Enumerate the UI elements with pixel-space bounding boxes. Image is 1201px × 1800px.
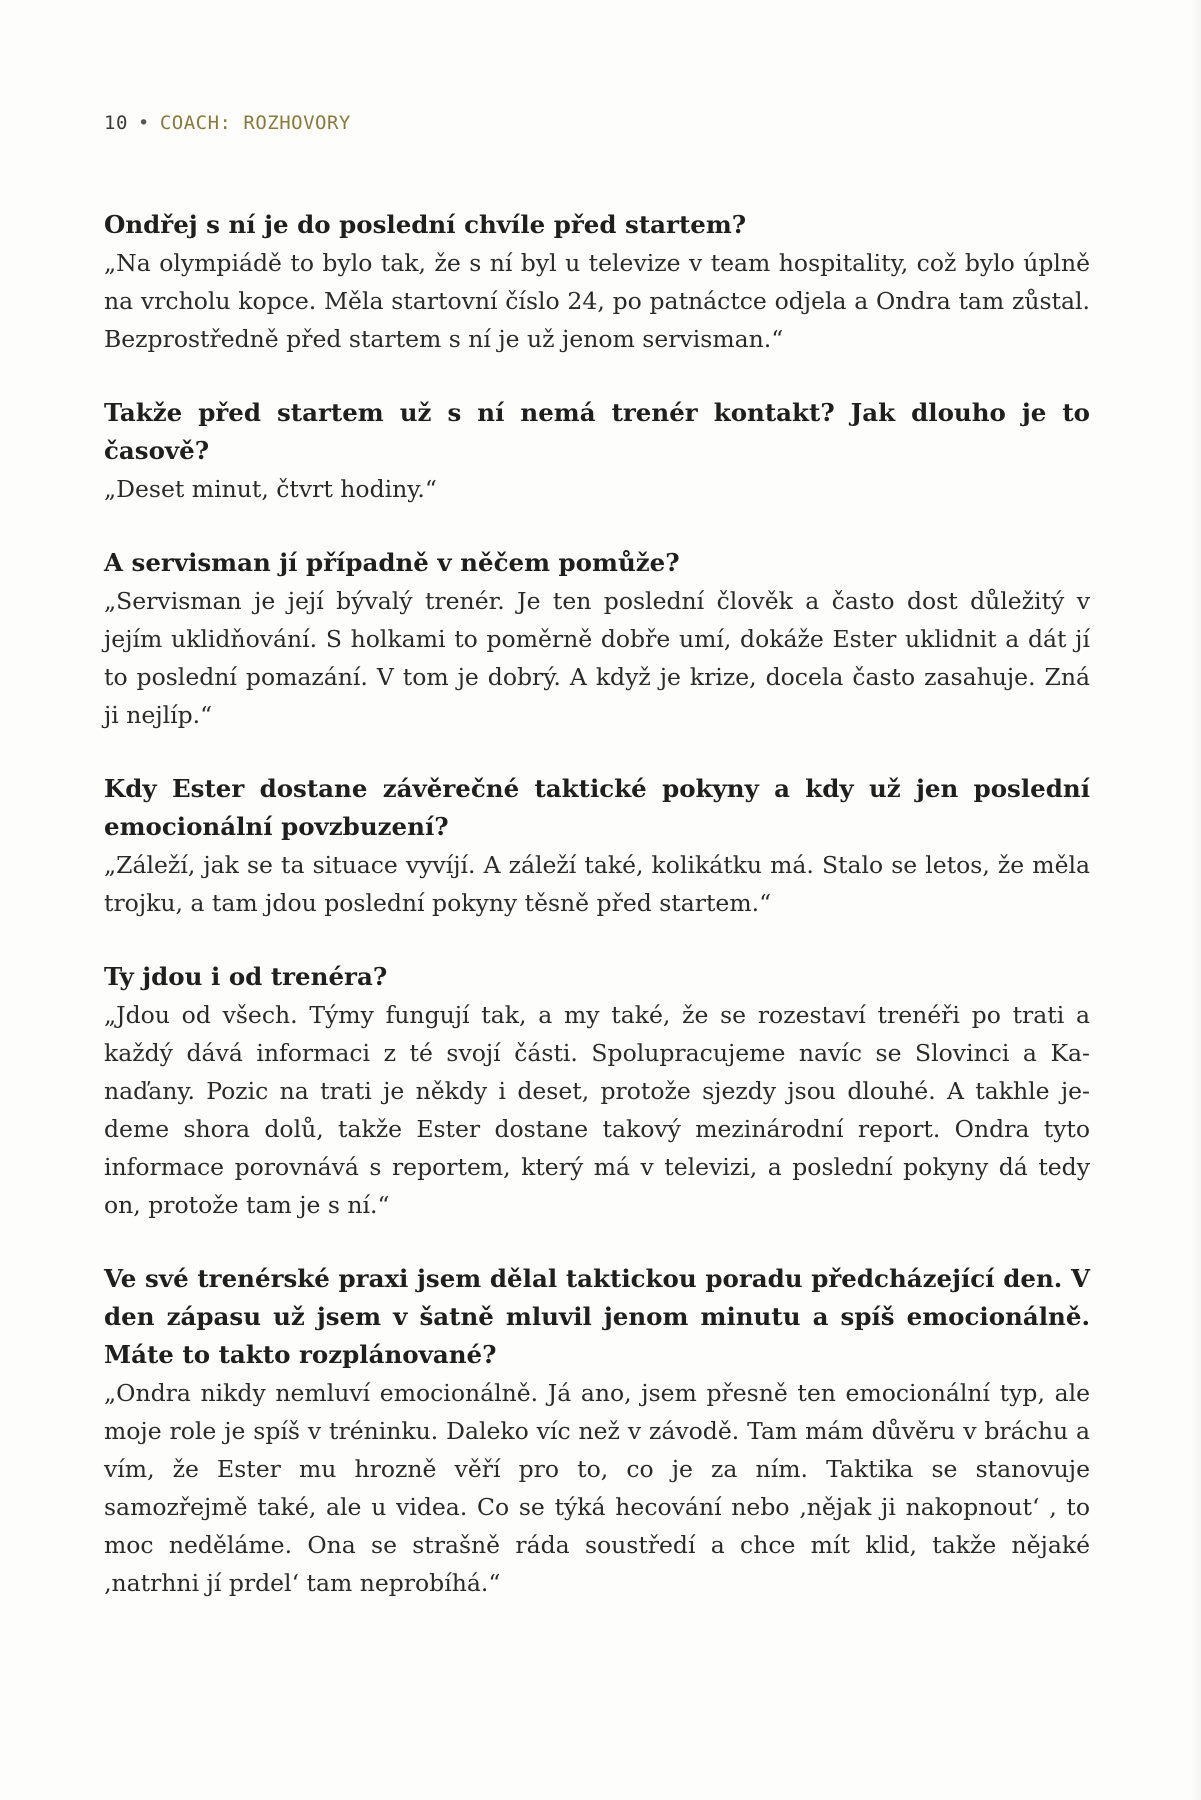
- qa-block-3: [104, 544, 1090, 734]
- running-header: [104, 112, 351, 134]
- question-3: A servisman jí případně v něčem pomůže?: [104, 548, 680, 577]
- answer-5: „Jdou od všech. Týmy fungují tak, a my také, že se rozestaví trenéři po trati a každý dává informaci z té svojí části. Spolupracujeme navíc se Slovinci a Kanaďany. Pozic na trati je někdy i deset, protože sjezdy jsou dlouhé. A takhle jedeme shora dolů, takže Ester dostane takový mezinárodní report. Ondra tyto informace porovnává s reportem, který má v televizi, a poslední pokyny dá tedy on, protože tam je s ní.“: [104, 1001, 1090, 1219]
- page-number: 10: [104, 112, 128, 134]
- section-title: COACH: ROZHOVORY: [159, 112, 351, 134]
- qa-block-5: [104, 958, 1090, 1224]
- interview-body: [104, 206, 1090, 1638]
- header-separator: •: [137, 112, 150, 134]
- question-2: Takže před startem už s ní nemá trenér kontakt? Jak dlouho je to časově?: [104, 398, 1090, 465]
- answer-1: „Na olympiádě to bylo tak, že s ní byl u televize v team hospitality, což bylo úplně na vrcholu kopce. Měla startovní číslo 24, po patnáctce odjela a Ondra tam zůstal. Bezprostředně před startem s ní je už jenom servisman.“: [104, 249, 1090, 353]
- question-6: Ve své trenérské praxi jsem dělal taktickou poradu předcházející den. V den zápasu už jsem v šatně mluvil jenom minutu a spíš emocionálně. Máte to takto rozplánované?: [104, 1264, 1090, 1369]
- qa-block-2: [104, 394, 1090, 508]
- answer-3: „Servisman je její bývalý trenér. Je ten poslední člověk a často dost důležitý v jejím uklidňování. S holkami to poměrně dobře umí, dokáže Ester uklidnit a dát jí to poslední pomazání. V tom je dobrý. A když je krize, docela často zasahuje. Zná ji nejlíp.“: [104, 587, 1090, 729]
- answer-6: „Ondra nikdy nemluví emocionálně. Já ano, jsem přesně ten emocionální typ, ale moje role je spíš v tréninku. Daleko víc než v závodě. Tam mám důvěru v bráchu a vím, že Ester mu hrozně věří pro to, co je za ním. Taktika se stanovuje samozřejmě také, ale u videa. Co se týká hecování nebo ‚nějak ji nakopnout‘ , to moc neděláme. Ona se strašně ráda soustředí a chce mít klid, takže nějaké ‚natrhni jí prdel‘ tam neprobíhá.“: [104, 1379, 1090, 1597]
- qa-block-1: [104, 206, 1090, 358]
- page-edge-shadow: [1191, 0, 1201, 1800]
- question-5: Ty jdou i od trenéra?: [104, 962, 388, 991]
- answer-2: „Deset minut, čtvrt hodiny.“: [104, 475, 437, 503]
- qa-block-6: [104, 1260, 1090, 1602]
- question-4: Kdy Ester dostane závěrečné taktické pokyny a kdy už jen poslední emocionální povzbuzení?: [104, 774, 1090, 841]
- answer-4: „Záleží, jak se ta situace vyvíjí. A záleží také, kolikátku má. Stalo se letos, že měla trojku, a tam jdou poslední pokyny těsně před startem.“: [104, 851, 1090, 917]
- qa-block-4: [104, 770, 1090, 922]
- question-1: Ondřej s ní je do poslední chvíle před startem?: [104, 210, 747, 239]
